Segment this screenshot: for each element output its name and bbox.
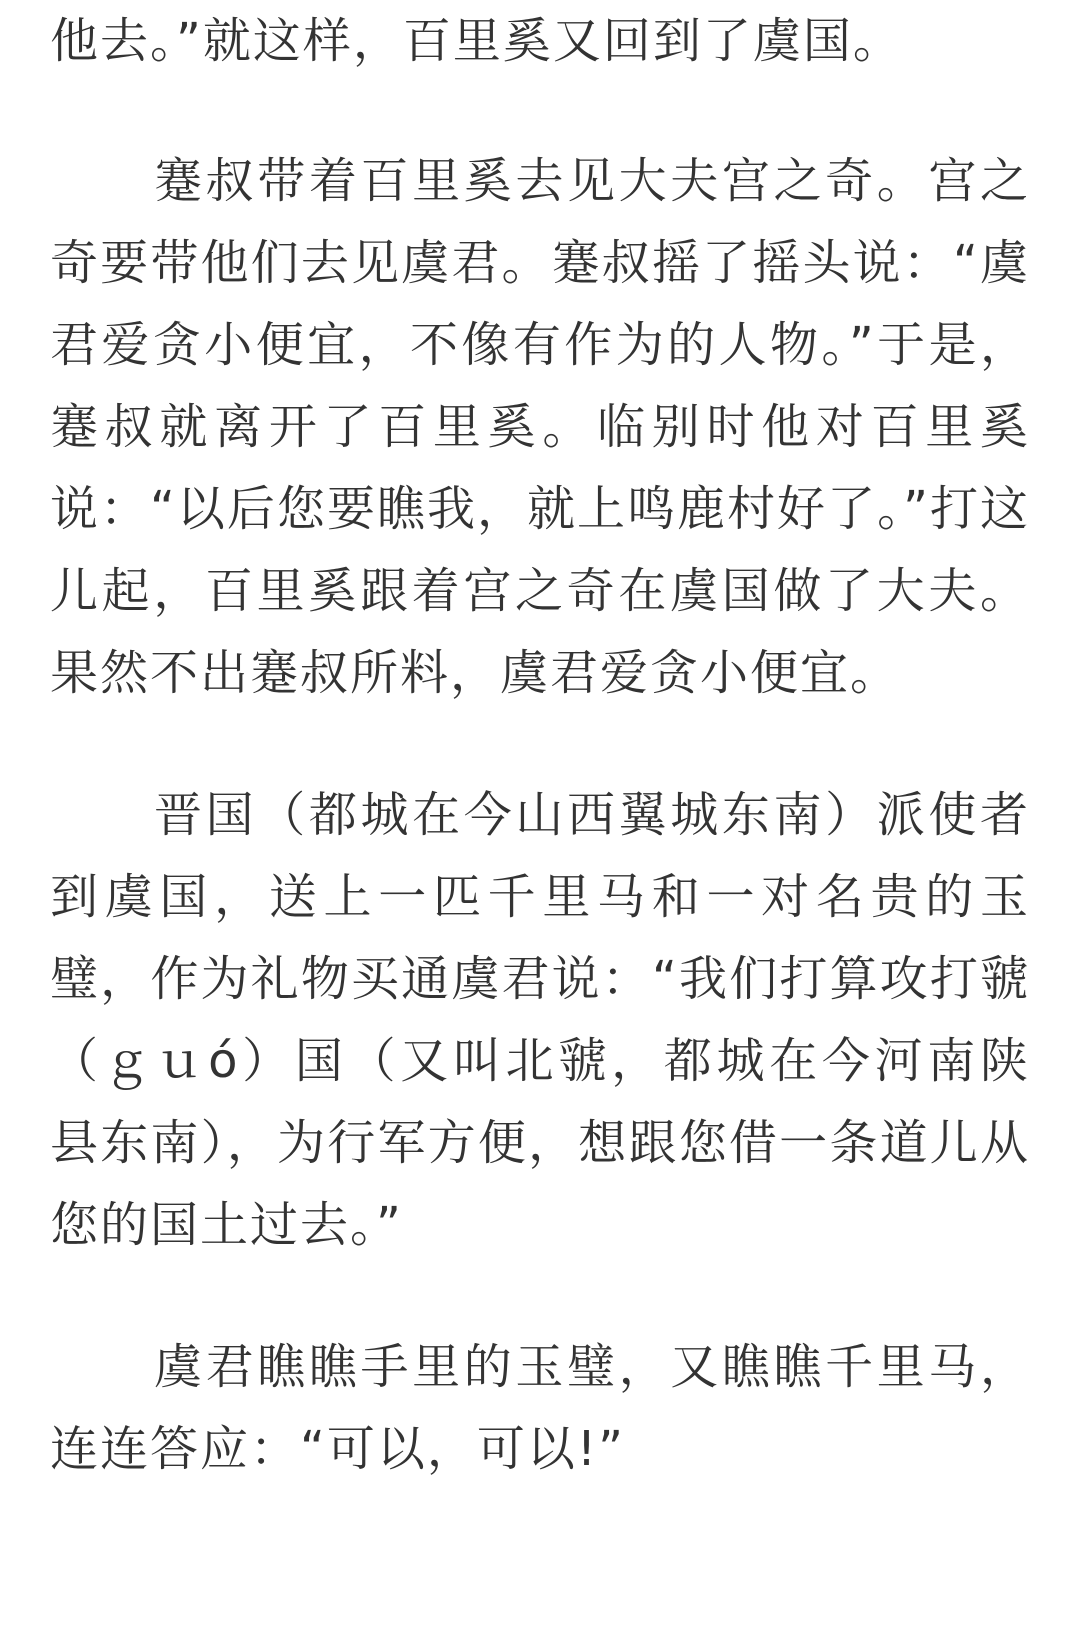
paragraph-gap [50, 1266, 1030, 1326]
paragraph-4: 虞君瞧瞧手里的玉璧，又瞧瞧千里马，连连答应：“可以，可以!” [50, 1339, 1030, 1477]
paragraph-3: 晋国（都城在今山西翼城东南）派使者到虞国，送上一匹千里马和一对名贵的玉璧，作为礼物买通虞君说：“我们打算攻打虢（ｇｕó）国（又叫北虢，都城在今河南陕县东南），为行军方便，想跟您借一条道儿从您的国土过去。” [50, 787, 1030, 1253]
paragraph-1: 他去。”就这样，百里奚又回到了虞国。 [50, 13, 903, 69]
paragraph-2: 蹇叔带着百里奚去见大夫宫之奇。宫之奇要带他们去见虞君。蹇叔摇了摇头说：“虞君爱贪小便宜，不像有作为的人物。”于是，蹇叔就离开了百里奚。临别时他对百里奚说：“以后您要瞧我，就上鸣鹿村好了。”打这儿起，百里奚跟着宫之奇在虞国做了大夫。果然不出蹇叔所料，虞君爱贪小便宜。 [50, 153, 1030, 701]
paragraph-gap [50, 82, 1030, 140]
paragraph-gap [50, 714, 1030, 774]
article-body [50, 0, 1030, 1490]
